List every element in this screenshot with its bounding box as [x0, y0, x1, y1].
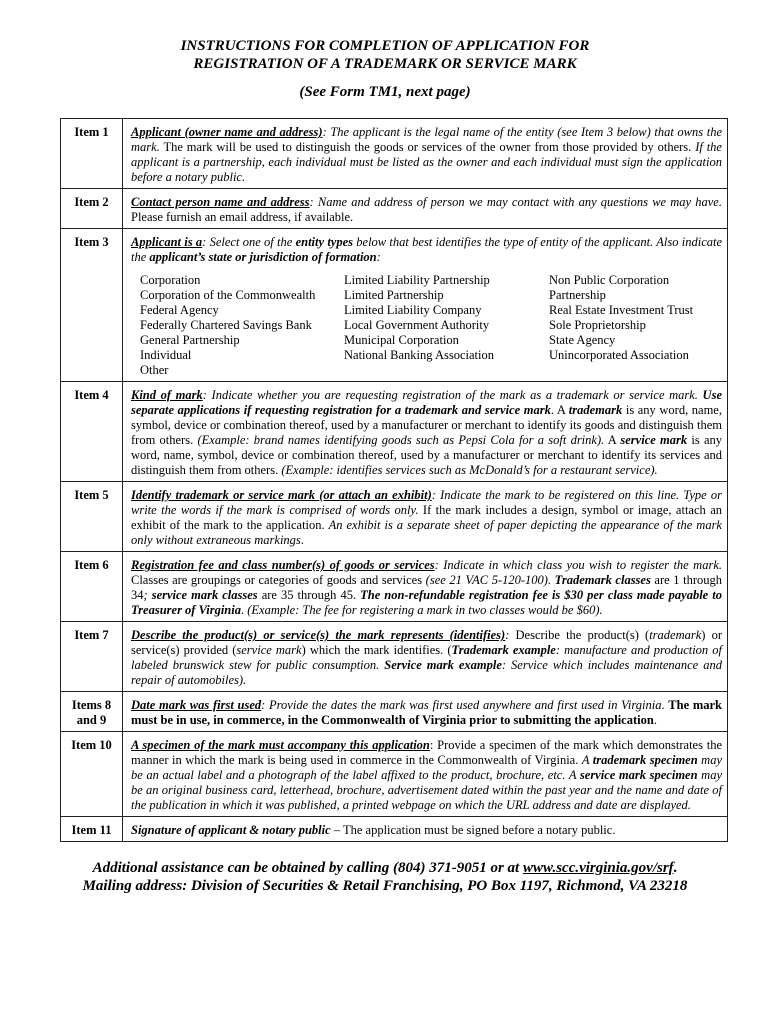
body-text: service mark	[236, 643, 302, 657]
instructions-table	[60, 118, 728, 842]
body-text: trademark	[649, 628, 702, 642]
item-heading: Registration fee and class number(s) of goods or services	[131, 558, 435, 572]
body-text: ) or service(s) provided (	[131, 628, 723, 657]
item-label: and 9	[76, 713, 107, 727]
entity-type-option: Local Government Authority	[344, 318, 490, 332]
body-text: Describe the product(s) (	[509, 628, 650, 642]
body-text: An exhibit is a separate sheet of paper depicting the appearance of the mark only without extraneous markings	[131, 518, 722, 547]
entity-type-option: Municipal Corporation	[344, 333, 459, 347]
item-label: Item 11	[71, 823, 112, 837]
entity-type-option: Individual	[140, 348, 192, 362]
body-text: If the mark includes a design, symbol or image, attach an exhibit of the mark to the application.	[131, 503, 722, 532]
entity-type-option: Other	[140, 363, 169, 377]
entity-type-option: Limited Liability Company	[344, 303, 482, 317]
instruction-row	[61, 552, 728, 622]
entity-type-option: Non Public Corporation	[549, 273, 670, 287]
item-label: Item 2	[74, 195, 109, 209]
item-description	[131, 488, 722, 548]
item-description-cell	[123, 229, 728, 382]
emphasized-text: trademark specimen	[592, 753, 698, 767]
instruction-row	[61, 622, 728, 692]
item-label-cell	[61, 482, 123, 552]
body-text: (Example: identifies services such as McDonald’s for a restaurant service).	[281, 463, 658, 477]
emphasized-text: trademark	[568, 403, 623, 417]
body-text: : Name and address of person we may contact with any questions we may have.	[309, 195, 722, 209]
body-text: .	[661, 698, 669, 712]
entity-type-option: Partnership	[549, 288, 606, 302]
body-text: – The application must be signed before a notary public.	[330, 823, 616, 837]
emphasized-text: Trademark classes	[554, 573, 651, 587]
body-text: The mark will be used to distinguish the goods or services of the owner from those provided by others.	[159, 140, 696, 154]
emphasized-text: The mark must be in use, in commerce, in the Commonwealth of Virginia prior to submitting the application	[131, 698, 723, 727]
instruction-row	[61, 482, 728, 552]
item-description	[131, 125, 722, 185]
item-heading: Contact person name and address	[131, 195, 310, 209]
instruction-row	[61, 692, 728, 732]
item-description-cell	[123, 622, 728, 692]
item-label-cell	[61, 817, 123, 842]
item-description	[131, 628, 722, 688]
item-description	[131, 738, 722, 813]
entity-type-option: Federal Agency	[140, 303, 219, 317]
instruction-row	[61, 119, 728, 189]
item-description	[131, 388, 722, 478]
entity-type-option: Unincorporated Association	[549, 348, 689, 362]
instruction-row	[61, 732, 728, 817]
entity-type-option: National Banking Association	[344, 348, 494, 362]
emphasized-text: The non-refundable registration fee is $30 per class made payable to Treasurer of Virginia	[131, 588, 722, 617]
item-label-cell	[61, 189, 123, 229]
body-text: ;	[143, 588, 152, 602]
entity-type-option: Limited Partnership	[344, 288, 444, 302]
body-text: are 35 through 45.	[257, 588, 361, 602]
instruction-row	[61, 229, 728, 382]
body-text: Please furnish an email address, if available.	[131, 210, 354, 224]
emphasized-text: Service mark example	[384, 658, 502, 672]
body-text: .	[653, 713, 657, 727]
item-description	[131, 698, 722, 728]
emphasized-text: Use separate applications if requesting registration for a trademark and service mark	[131, 388, 722, 417]
item-description	[131, 823, 722, 838]
item-label: Item 3	[74, 235, 109, 249]
item-label: Item 10	[71, 738, 112, 752]
item-description	[131, 235, 722, 265]
title-line: INSTRUCTIONS FOR COMPLETION OF APPLICATION FOR	[180, 38, 590, 54]
entity-type-option: Limited Liability Partnership	[344, 273, 490, 287]
body-text: : Indicate the mark to be registered on this line. Type or write the words if the mark is comprised of words only.	[131, 488, 722, 517]
document-subtitle: (See Form TM1, next page)	[299, 84, 471, 100]
body-text: :	[505, 628, 510, 642]
entity-type-option: Corporation of the Commonwealth	[140, 288, 316, 302]
item-description-cell	[123, 482, 728, 552]
emphasized-text: service mark classes	[151, 588, 258, 602]
body-text: may be an original business card, letterhead, brochure, advertisement dated within the past year and the name and date of the publication in which it was published, a printed webpage on which the URL address and date are displayed.	[131, 768, 722, 812]
entity-type-option: Real Estate Investment Trust	[549, 303, 694, 317]
item-label-cell	[61, 622, 123, 692]
body-text: A	[581, 753, 593, 767]
body-text: : Select one of the	[202, 235, 296, 249]
assistance-line	[0, 859, 770, 877]
body-text: If the applicant is a partnership, each individual must be listed as the owner and each individual must sign the application before a notary public.	[131, 140, 722, 184]
body-text: ) which the mark identifies. (	[301, 643, 452, 657]
item-label: Item 7	[74, 628, 109, 642]
item-description-cell	[123, 552, 728, 622]
entity-type-option: Federally Chartered Savings Bank	[140, 318, 312, 332]
item-description	[131, 558, 722, 618]
body-text: : Indicate whether you are requesting registration of the mark as a trademark or service mark.	[202, 388, 703, 402]
entity-type-option: Sole Proprietorship	[549, 318, 646, 332]
body-text: Classes are groupings or categories of goods and services	[131, 573, 426, 587]
item-heading: Kind of mark	[131, 388, 203, 402]
emphasized-text: Trademark example	[451, 643, 556, 657]
item-label-cell	[61, 382, 123, 482]
item-label-cell	[61, 732, 123, 817]
emphasized-text: service mark specimen	[579, 768, 698, 782]
body-text: : The applicant is the legal name of the entity (see Item 3 below) that owns the mark.	[131, 125, 722, 154]
item-description-cell	[123, 732, 728, 817]
item-label-cell	[61, 552, 123, 622]
body-text: : Provide a specimen of the mark which demonstrates the manner in which the mark is being used in commerce in the Commonwealth of Virginia.	[131, 738, 722, 767]
item-label: Item 5	[74, 488, 109, 502]
body-text: .	[300, 533, 304, 547]
footer	[0, 859, 770, 895]
body-text: : Provide the dates the mark was first used anywhere and first used in Virginia	[261, 698, 662, 712]
mailing-address: Mailing address: Division of Securities & Retail Franchising, PO Box 1197, Richmond, VA 23218	[82, 878, 688, 894]
item-label: Item 6	[74, 558, 109, 572]
item-description-cell	[123, 817, 728, 842]
body-text: below that best identifies the type of entity of the applicant. Also indicate the	[131, 235, 723, 264]
item-label: Items 8	[71, 698, 112, 712]
emphasized-text: service mark	[620, 433, 688, 447]
entity-types-column	[344, 273, 549, 378]
entity-type-option: Corporation	[140, 273, 201, 287]
body-text: (Example: brand names identifying goods such as Pepsi Cola for a soft drink).	[197, 433, 605, 447]
body-text: : Indicate in which class you wish to register the mark.	[434, 558, 722, 572]
item-label-cell	[61, 119, 123, 189]
entity-type-option: General Partnership	[140, 333, 240, 347]
item-heading: Identify trademark or service mark (or attach an exhibit)	[131, 488, 432, 502]
item-label: Item 1	[74, 125, 109, 139]
emphasized-text: Signature of applicant & notary public	[131, 823, 331, 837]
body-text: :	[376, 250, 381, 264]
item-description-cell	[123, 692, 728, 732]
emphasized-text: applicant’s state or jurisdiction of formation	[149, 250, 377, 264]
body-text: (see 21 VAC 5-120-100).	[425, 573, 555, 587]
body-text: A	[604, 433, 621, 447]
item-heading: Applicant is a	[131, 235, 203, 249]
item-description	[131, 195, 722, 225]
item-heading: Describe the product(s) or service(s) the mark represents (identifies)	[131, 628, 506, 642]
item-description-cell	[123, 382, 728, 482]
item-heading: Applicant (owner name and address)	[131, 125, 323, 139]
item-heading: Date mark was first used	[131, 698, 262, 712]
item-label-cell	[61, 229, 123, 382]
body-text: are 1 through 34	[131, 573, 722, 602]
item-label-cell	[61, 692, 123, 732]
assistance-end: .	[673, 860, 678, 876]
entity-types-column	[140, 273, 344, 378]
instructions-table-body	[61, 119, 728, 842]
body-text: may be an actual label and a photograph of the label affixed to the product, brochure, etc. A	[131, 753, 722, 782]
website-link[interactable]: www.scc.virginia.gov/srf	[522, 860, 674, 876]
title-line: REGISTRATION OF A TRADEMARK OR SERVICE MARK	[193, 56, 577, 72]
item-heading: A specimen of the mark must accompany this application	[131, 738, 430, 752]
assistance-text: Additional assistance can be obtained by calling (804) 371-9051 or at	[92, 860, 523, 876]
body-text: is any word, name, symbol, device or combination thereof, used by a manufacturer or merchant to identify its services and distinguish them from others.	[131, 433, 722, 477]
body-text: : Service which includes maintenance and repair of automobiles).	[131, 658, 722, 687]
instruction-row	[61, 189, 728, 229]
body-text: .	[240, 603, 248, 617]
body-text: (Example: The fee for registering a mark in two classes would be $60).	[247, 603, 603, 617]
instruction-row	[61, 382, 728, 482]
body-text: : manufacture and production of labeled brunswick stew for public consumption.	[131, 643, 723, 672]
entity-types-column	[549, 273, 722, 378]
item-description-cell	[123, 119, 728, 189]
entity-types-list	[140, 273, 722, 378]
instruction-row	[61, 817, 728, 842]
emphasized-text: entity types	[295, 235, 354, 249]
body-text: is any word, name, symbol, device or combination thereof, used by a manufacturer or merchant to identify its goods and distinguish them from others.	[131, 403, 722, 447]
item-label: Item 4	[74, 388, 109, 402]
document-title	[0, 37, 770, 73]
item-description-cell	[123, 189, 728, 229]
body-text: . A	[550, 403, 569, 417]
entity-type-option: State Agency	[549, 333, 616, 347]
